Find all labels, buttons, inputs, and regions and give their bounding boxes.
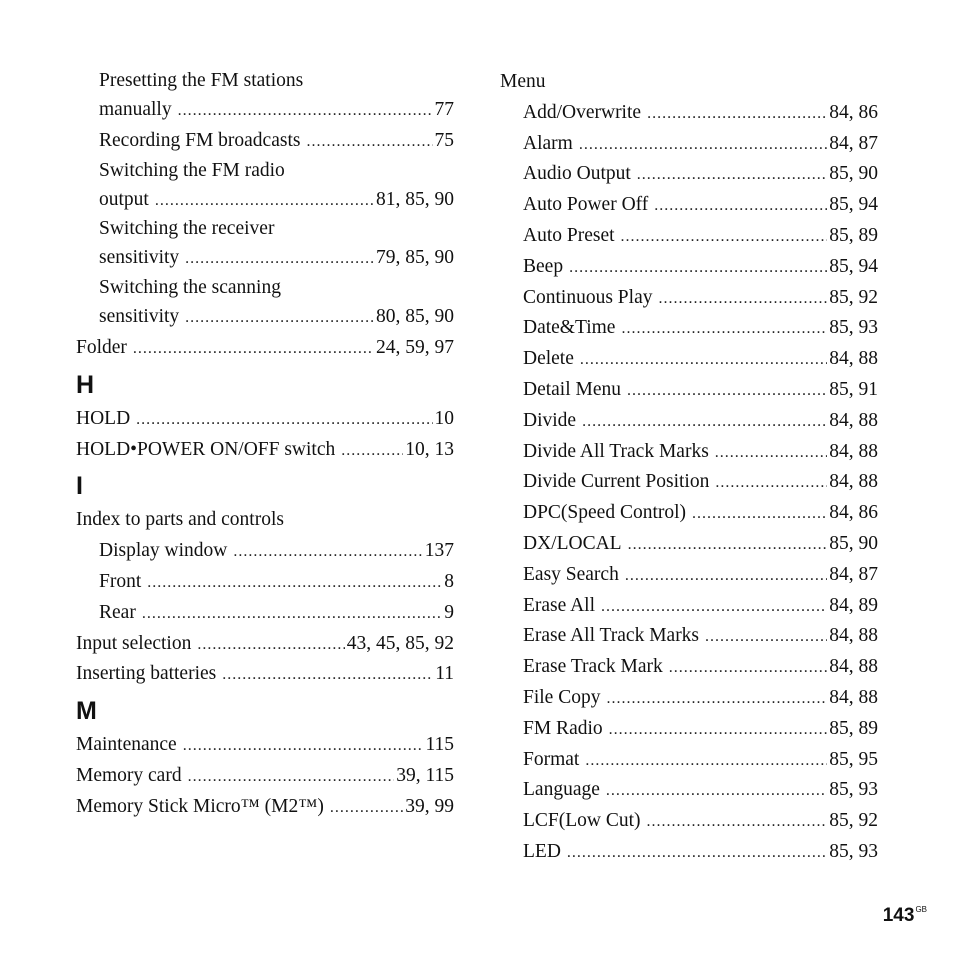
dot-leader: [654, 191, 827, 222]
dot-leader: [715, 468, 827, 499]
menu-index-entry: [500, 283, 878, 314]
menu-index-entry: [500, 560, 878, 591]
dot-leader: [628, 530, 828, 561]
index-entry: sensitivity ..... 80, 85, 90: [76, 302, 454, 333]
entry-pages: 84, 88: [829, 471, 878, 493]
entry-pages: 84, 87: [829, 132, 878, 154]
dot-leader: [606, 684, 827, 715]
menu-index-entry: [500, 837, 878, 868]
entry-pages: 85, 89: [829, 717, 878, 739]
menu-index-entry: [500, 252, 878, 283]
entry-term: LCF(Low Cut): [523, 810, 641, 832]
menu-index-entry: [500, 714, 878, 745]
entry-pages: 85, 93: [829, 317, 878, 339]
right-index-column: [500, 67, 878, 868]
entry-term: Divide: [523, 409, 577, 431]
entry-term: Erase All Track Marks: [523, 625, 700, 647]
index-entry: HOLD•POWER ON/OFF switch ..... 10, 13: [76, 435, 454, 466]
entry-pages: 84, 86: [829, 502, 878, 524]
dot-leader: [627, 376, 827, 407]
section-letter-h: H: [76, 370, 95, 399]
entry-pages: 85, 93: [829, 779, 878, 801]
menu-index-entry: [500, 98, 878, 129]
entry-term: Continuous Play: [523, 286, 653, 308]
dot-leader: [609, 715, 828, 746]
entry-pages: 85, 94: [829, 194, 878, 216]
entry-term: DX/LOCAL: [523, 532, 622, 554]
menu-index-entry: [500, 498, 878, 529]
dot-leader: [606, 776, 827, 807]
entry-pages: 85, 90: [829, 163, 878, 185]
menu-index-entry: [500, 745, 878, 776]
entry-term: Audio Output: [523, 163, 631, 185]
menu-index-entry: [500, 221, 878, 252]
menu-index-entry: [500, 375, 878, 406]
menu-index-entry: [500, 467, 878, 498]
dot-leader: [569, 253, 827, 284]
menu-index-entry: [500, 437, 878, 468]
entry-pages: 85, 92: [829, 810, 878, 832]
entry-term: Delete: [523, 348, 574, 370]
menu-index-entry: [500, 159, 878, 190]
dot-leader: [567, 838, 827, 869]
index-entry: Recording FM broadcasts ..... 75: [76, 126, 454, 157]
entry-pages: 85, 91: [829, 378, 878, 400]
index-entry-heading: Switching the scanning: [99, 277, 281, 299]
dot-leader: [625, 561, 827, 592]
entry-term: Divide Current Position: [523, 471, 710, 493]
page-number: $143^{GB}$: [882, 905, 927, 926]
menu-index-entry: [500, 621, 878, 652]
dot-leader: [658, 284, 827, 315]
entry-pages: 84, 88: [829, 440, 878, 462]
menu-index-entry: [500, 129, 878, 160]
index-entry: sensitivity ..... 79, 85, 90: [76, 243, 454, 274]
entry-pages: 84, 88: [829, 348, 878, 370]
dot-leader: [582, 407, 827, 438]
entry-pages: 85, 89: [829, 224, 878, 246]
entry-term: Format: [523, 748, 580, 770]
index-entry: Maintenance ..... 115: [76, 730, 454, 761]
menu-index-entry: [500, 591, 878, 622]
entry-term: File Copy: [523, 686, 601, 708]
entry-pages: 85, 95: [829, 748, 878, 770]
entry-pages: 85, 92: [829, 286, 878, 308]
dot-leader: [715, 438, 827, 469]
index-entry: Rear ..... 9: [76, 598, 454, 629]
entry-term: Beep: [523, 255, 564, 277]
dot-leader: [692, 499, 827, 530]
menu-index-entry: [500, 775, 878, 806]
entry-term: Erase All: [523, 594, 596, 616]
entry-term: Language: [523, 779, 600, 801]
entry-pages: 85, 93: [829, 840, 878, 862]
index-entry: output ..... 81, 85, 90: [76, 185, 454, 216]
index-entry-heading: Presetting the FM stations: [99, 70, 304, 91]
dot-leader: [669, 653, 828, 684]
entry-term: LED: [523, 840, 561, 862]
entry-term: Add/Overwrite: [523, 101, 642, 123]
dot-leader: [601, 592, 827, 623]
menu-items-list: [500, 98, 878, 868]
entry-pages: 84, 87: [829, 563, 878, 585]
entry-pages: 84, 86: [829, 101, 878, 123]
entry-pages: 84, 88: [829, 686, 878, 708]
entry-term: FM Radio: [523, 717, 603, 739]
dot-leader: [637, 160, 827, 191]
menu-index-entry: [500, 529, 878, 560]
menu-index-entry: [500, 806, 878, 837]
menu-index-entry: [500, 683, 878, 714]
entry-term: Easy Search: [523, 563, 619, 585]
entry-pages: 84, 88: [829, 656, 878, 678]
section-letter-i: I: [76, 472, 83, 501]
entry-pages: 84, 88: [829, 625, 878, 647]
entry-term: DPC(Speed Control): [523, 502, 687, 524]
index-entry-heading: Switching the FM radio: [99, 159, 285, 181]
index-entry: manually ..... 77: [76, 95, 454, 126]
dot-leader: [621, 222, 828, 253]
entry-term: Divide All Track Marks: [523, 440, 709, 462]
dot-leader: [579, 130, 827, 161]
dot-leader: [647, 807, 828, 838]
entry-term: Erase Track Mark: [523, 656, 663, 678]
index-entry-heading: Index to parts and controls: [76, 509, 284, 531]
entry-term: Auto Power Off: [523, 194, 649, 216]
entry-pages: 84, 88: [829, 409, 878, 431]
region-code: GB: [915, 905, 927, 914]
index-entry: Memory card ..... 39, 115: [76, 761, 454, 792]
index-entry: Display window ..... 137: [76, 536, 454, 567]
index-entry: HOLD ..... 10: [76, 404, 454, 435]
dot-leader: [647, 99, 827, 130]
entry-pages: 85, 90: [829, 532, 878, 554]
entry-term: Date&Time: [523, 317, 616, 339]
menu-index-entry: [500, 652, 878, 683]
index-entry: Front ..... 8: [76, 567, 454, 598]
index-entry-heading: Switching the receiver: [99, 218, 275, 240]
dot-leader: [585, 746, 827, 777]
dot-leader: [705, 622, 827, 653]
section-letter-m: M: [76, 697, 97, 726]
menu-index-entry: [500, 190, 878, 221]
entry-term: Auto Preset: [523, 224, 615, 246]
dot-leader: [621, 314, 827, 345]
entry-pages: 84, 89: [829, 594, 878, 616]
entry-pages: 85, 94: [829, 255, 878, 277]
entry-term: Alarm: [523, 132, 573, 154]
left-index-column: [76, 67, 454, 823]
menu-index-entry: [500, 313, 878, 344]
index-entry: Memory Stick Micro™ (M2™) ..... 39, 99: [76, 792, 454, 823]
index-entry: Input selection ..... 43, 45, 85, 92: [76, 629, 454, 660]
menu-index-entry: [500, 406, 878, 437]
entry-term: Detail Menu: [523, 378, 622, 400]
menu-heading: Menu: [500, 71, 546, 92]
index-entry: Folder ..... 24, 59, 97: [76, 333, 454, 364]
menu-index-entry: [500, 344, 878, 375]
index-entry: Inserting batteries ..... 11: [76, 659, 454, 690]
dot-leader: [580, 345, 827, 376]
